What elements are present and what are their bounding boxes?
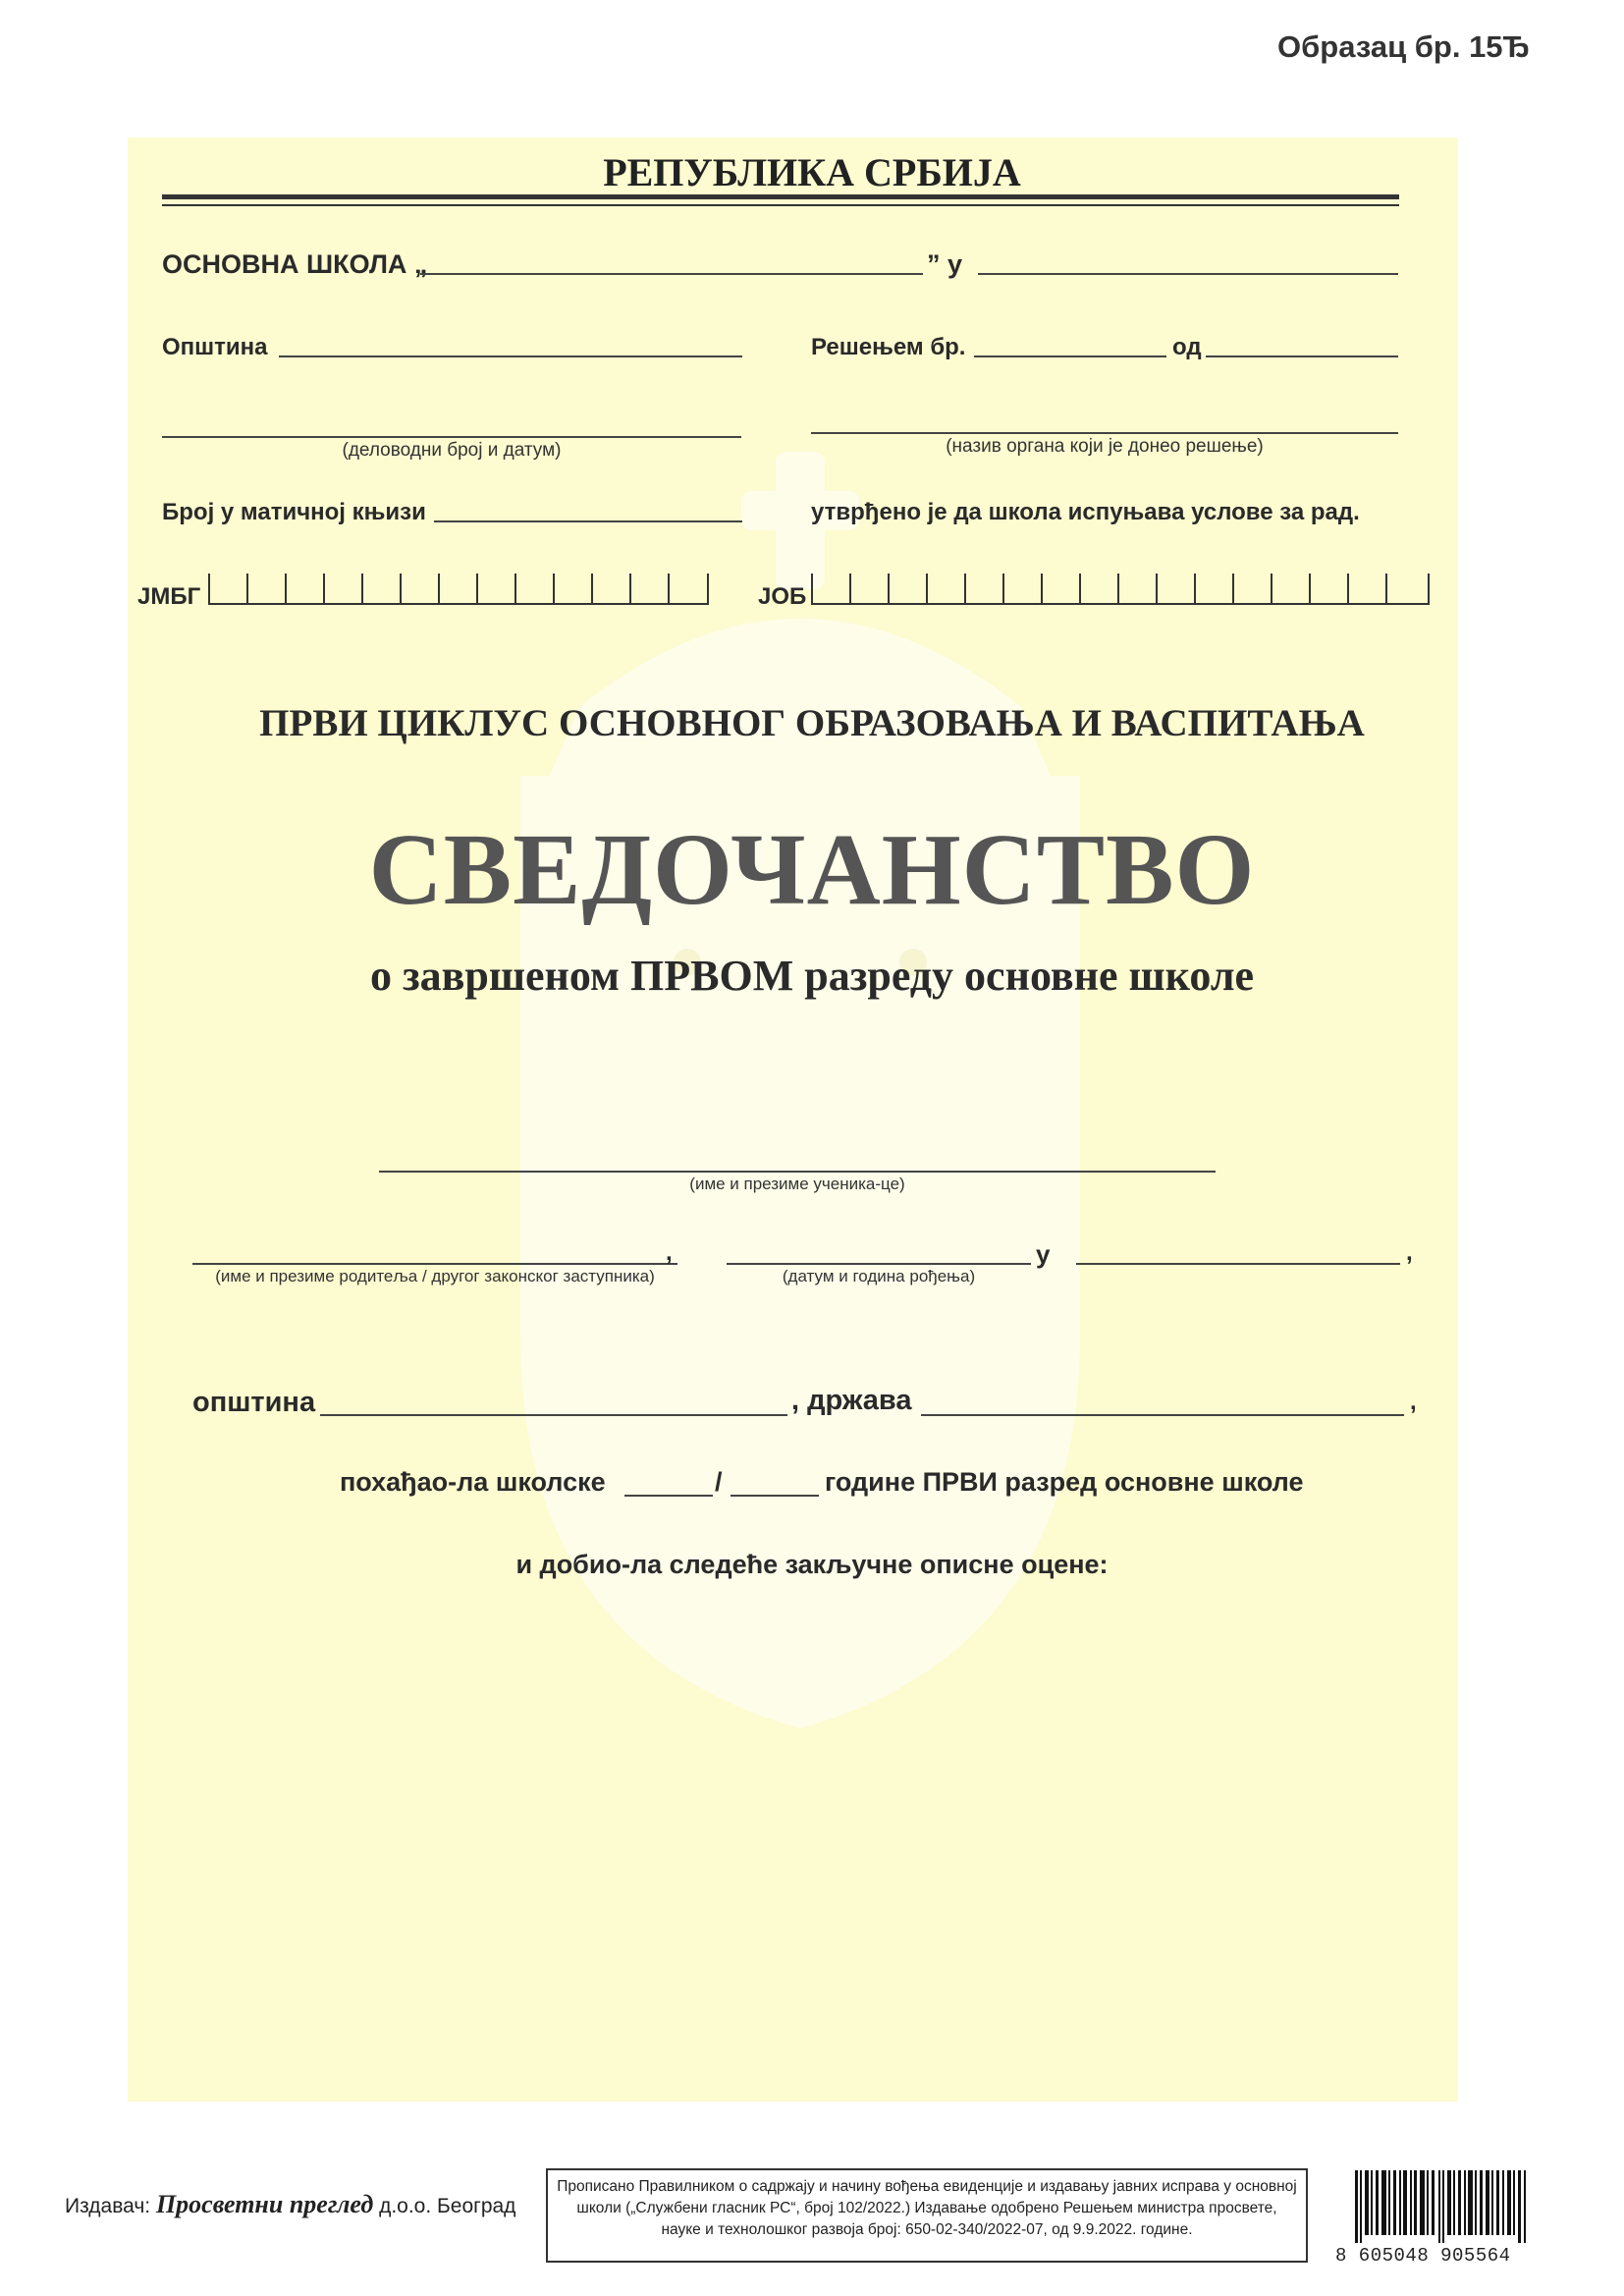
record-number-field[interactable]: [162, 436, 741, 438]
job-boxes[interactable]: [811, 574, 1430, 605]
school-year-end-field[interactable]: [731, 1495, 819, 1497]
legal-note: Прописано Правилником о садржају и начину вођења евиденције и издавању јавних исправа у основној школи („Службени гласник РС“, број 102/2022.) Издавање одобрено Решењем министра просвете, науке и технолошког развоја број: 650-02-340/2022-07, од 9.9.2022. године.: [546, 2168, 1308, 2263]
form-number: Образац бр. 15Ђ: [1277, 29, 1530, 64]
school-year-slash: /: [715, 1467, 723, 1497]
record-number-caption: (деловодни број и датум): [342, 440, 562, 461]
title-rule-thick: [162, 194, 1399, 199]
student-name-caption: (име и презиме ученика-це): [689, 1175, 905, 1193]
birth-place-field[interactable]: [1076, 1263, 1400, 1265]
barcode-icon: [1355, 2170, 1532, 2243]
birth-date-caption: (датум и година рођења): [782, 1267, 976, 1285]
birth-municipality-label: општина: [192, 1387, 316, 1418]
publisher-logo: Просветни преглед: [155, 2190, 374, 2218]
parent-name-caption: (име и презиме родитеља / другог законског заступника): [215, 1267, 655, 1285]
birth-place-comma: ,: [1406, 1239, 1413, 1266]
birth-municipality-field[interactable]: [320, 1414, 787, 1416]
job-label: ЈОБ: [758, 583, 807, 610]
register-number-field[interactable]: [434, 520, 742, 522]
attended-suffix: године ПРВИ разред основне школе: [825, 1467, 1304, 1497]
title-rule-thin: [162, 204, 1399, 206]
education-cycle-title: ПРВИ ЦИКЛУС ОСНОВНОГ ОБРАЗОВАЊА И ВАСПИТАЊА: [259, 702, 1365, 744]
register-number-label: Број у матичној књизи: [162, 499, 426, 525]
jmbg-boxes[interactable]: [208, 574, 709, 605]
publisher-line: [65, 2190, 515, 2219]
publisher-suffix: д.о.о. Београд: [379, 2195, 516, 2217]
birth-place-in-label: у: [1036, 1239, 1051, 1269]
birth-state-comma: ,: [1410, 1389, 1417, 1415]
grades-intro-text: и добио-ла следеће закључне описне оцене:: [515, 1550, 1109, 1579]
publisher-label: Издавач:: [65, 2195, 151, 2217]
birth-state-field[interactable]: [921, 1414, 1404, 1416]
school-place-field[interactable]: [978, 273, 1398, 275]
certificate-subtitle: о завршеном ПРВОМ разреду основне школе: [369, 952, 1255, 1000]
parent-name-field[interactable]: [192, 1263, 677, 1265]
birth-state-label: , држава: [791, 1385, 912, 1416]
parent-comma: ,: [666, 1239, 673, 1266]
authority-caption: (назив органа који је донео решење): [946, 436, 1264, 457]
approval-text: утврђено је да школа испуњава услове за рад.: [811, 499, 1360, 525]
school-in-label: ” у: [927, 249, 963, 279]
attended-prefix: похађао-ла школске: [340, 1467, 606, 1497]
coat-of-arms-watermark: [461, 452, 1139, 1728]
barcode-digits: 8 605048 905564: [1335, 2245, 1511, 2267]
school-label: ОСНОВНА ШКОЛА „: [162, 249, 428, 279]
municipality-field[interactable]: [279, 355, 742, 357]
municipality-label: Општина: [162, 334, 268, 360]
birth-date-field[interactable]: [727, 1263, 1031, 1265]
republic-title: РЕПУБЛИКА СРБИЈА: [603, 150, 1021, 194]
student-name-field[interactable]: [379, 1171, 1216, 1173]
decision-date-label: од: [1172, 334, 1202, 360]
jmbg-label: ЈМБГ: [137, 583, 201, 610]
certificate-title: СВЕДОЧАНСТВО: [368, 813, 1256, 926]
authority-field[interactable]: [811, 432, 1398, 434]
decision-number-label: Решењем бр.: [811, 334, 966, 360]
decision-date-field[interactable]: [1206, 355, 1398, 357]
decision-number-field[interactable]: [974, 355, 1166, 357]
school-name-field[interactable]: [420, 273, 923, 275]
school-year-start-field[interactable]: [624, 1495, 713, 1497]
